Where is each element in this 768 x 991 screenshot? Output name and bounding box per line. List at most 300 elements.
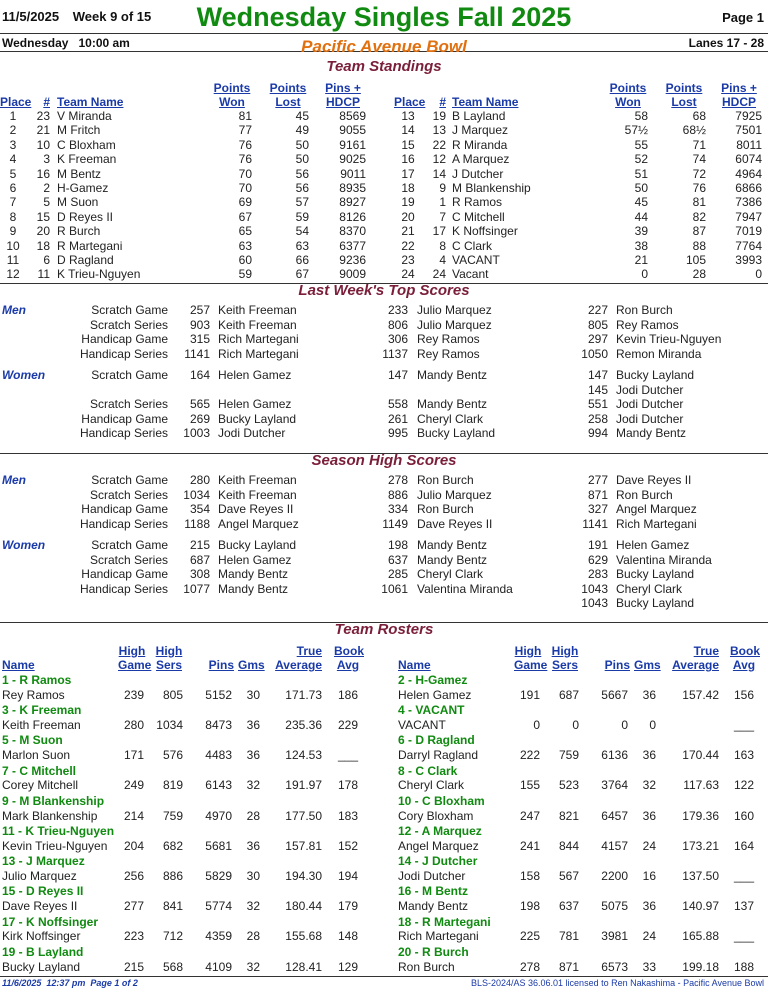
standing-points-won: 70 (238, 181, 252, 195)
standing-points-lost: 45 (295, 109, 309, 123)
standing-points-lost: 81 (692, 195, 706, 210)
standing-points-lost: 50 (295, 137, 309, 152)
score-2nd: 261 (387, 411, 408, 426)
standing-points-won: 67 (238, 209, 252, 224)
divider (0, 976, 768, 977)
bowler-1st: Dave Reyes II (218, 502, 294, 516)
roster-player-name: Cheryl Clark (398, 778, 465, 793)
standing-points-lost: 82 (692, 209, 706, 224)
roster-pins: 6136 (601, 748, 628, 763)
standing-place: 24 (401, 267, 415, 282)
header-high-series: High (551, 644, 579, 658)
bowler-3rd: Valentina Miranda (616, 552, 712, 567)
roster-player-name: Angel Marquez (398, 838, 479, 853)
standing-place: 22 (401, 238, 415, 253)
bowler-1st: Helen Gamez (218, 552, 292, 567)
standing-place: 4 (9, 152, 17, 167)
score-3rd: 1141 (582, 516, 608, 531)
bowler-1st: Keith Freeman (218, 473, 297, 487)
roster-player-name: Cory Bloxham (398, 808, 474, 823)
roster-high-series: 567 (558, 869, 579, 883)
roster-high-series: 637 (558, 899, 579, 914)
standing-pins-hdcp: 7501 (735, 123, 762, 138)
score-1st: 354 (189, 502, 210, 516)
standing-team-name: A Marquez (452, 152, 510, 167)
roster-pins: 4359 (205, 929, 232, 944)
standing-points-lost: 56 (295, 181, 309, 195)
bowler-3rd: Jodi Dutcher (616, 382, 684, 397)
lanes: Lanes 17 - 28 (688, 36, 764, 50)
standing-team-num: 10 (36, 137, 50, 152)
roster-true-average: 180.44 (285, 899, 322, 914)
roster-player-name: Mandy Bentz (398, 899, 469, 914)
score-3rd: 297 (587, 332, 608, 346)
standing-team-name: B Layland (452, 109, 506, 123)
header-points-won: Won (615, 95, 641, 109)
roster-true-average: 170.44 (682, 748, 719, 763)
standing-place: 13 (401, 109, 415, 123)
roster-true-average: 157.42 (682, 687, 719, 702)
roster-high-game: 158 (519, 869, 540, 883)
score-2nd: 306 (387, 332, 408, 346)
header-name: Name (398, 658, 431, 672)
standing-place: 6 (9, 181, 17, 195)
roster-pins: 5681 (205, 838, 232, 853)
standing-team-name: R Martegani (57, 238, 123, 253)
bowler-1st: Keith Freeman (218, 317, 297, 332)
standing-team-name: C Clark (452, 238, 493, 253)
header-book-average: Book (730, 644, 760, 658)
score-category: Handicap Game (81, 567, 168, 581)
standing-team-name: K Trieu-Nguyen (57, 267, 141, 282)
header-pins-hdcp: HDCP (721, 95, 756, 109)
bowler-1st: Rich Martegani (218, 332, 299, 346)
roster-team-header: 2 - H-Gamez (398, 673, 468, 687)
score-3rd: 805 (587, 317, 608, 332)
roster-book-average: ___ (733, 718, 754, 732)
standing-pins-hdcp: 8370 (339, 224, 366, 239)
roster-high-series: 0 (572, 718, 579, 732)
standing-place: 1 (9, 109, 17, 123)
roster-games: 28 (246, 808, 260, 823)
standing-points-won: 57½ (624, 123, 648, 138)
roster-book-average: ___ (733, 869, 754, 883)
footer-license: BLS-2024/AS 36.06.01 licensed to Ren Nakashima - Pacific Avenue Bowl (470, 978, 764, 988)
standing-pins-hdcp: 9009 (339, 267, 366, 282)
roster-team-header: 20 - R Burch (398, 944, 469, 959)
standing-team-num: 16 (36, 166, 50, 181)
standing-place: 15 (401, 137, 415, 152)
roster-player-name: Darryl Ragland (398, 748, 479, 763)
score-3rd: 283 (587, 567, 608, 581)
roster-book-average: 148 (337, 929, 358, 944)
roster-high-series: 712 (162, 929, 183, 944)
bowler-2nd: Dave Reyes II (417, 516, 493, 531)
standing-team-num: 4 (439, 253, 446, 267)
standing-pins-hdcp: 8935 (339, 181, 366, 195)
bowler-1st: Jodi Dutcher (218, 426, 286, 440)
standing-place: 8 (9, 209, 17, 224)
roster-player-name: Marlon Suon (2, 748, 71, 763)
bowler-2nd: Cheryl Clark (417, 411, 484, 426)
roster-high-game: 225 (519, 929, 540, 944)
header-games: Gms (238, 658, 265, 672)
season-high-title: Season High Scores (311, 452, 457, 469)
roster-games: 16 (642, 869, 656, 883)
score-2nd: 558 (387, 397, 408, 411)
score-2nd: 637 (387, 552, 408, 567)
header-points-lost: Lost (671, 95, 697, 109)
roster-player-name: Mark Blankenship (2, 808, 98, 823)
standing-place: 14 (401, 123, 415, 138)
standing-points-lost: 74 (692, 152, 706, 167)
standing-team-name: H-Gamez (57, 181, 109, 195)
score-category: Scratch Series (89, 317, 168, 332)
standing-team-name: J Marquez (452, 123, 509, 138)
score-category: Scratch Game (91, 538, 168, 552)
divider (0, 33, 768, 34)
header-high-game: Game (514, 658, 548, 672)
roster-true-average: 117.63 (683, 778, 719, 793)
score-3rd: 277 (587, 473, 608, 487)
roster-high-game: 0 (533, 718, 540, 732)
standing-pins-hdcp: 7925 (735, 109, 762, 123)
standing-team-num: 19 (432, 109, 446, 123)
standing-pins-hdcp: 6074 (735, 152, 762, 167)
score-3rd: 629 (587, 552, 608, 567)
header-points-lost: Points (269, 81, 307, 95)
roster-pins: 5829 (205, 869, 232, 883)
standing-team-num: 1 (439, 195, 446, 210)
header-points-lost: Lost (275, 95, 301, 109)
roster-book-average: 129 (337, 959, 358, 974)
standing-points-lost: 57 (295, 195, 309, 210)
roster-true-average: 124.53 (285, 748, 322, 763)
header-pins-hdcp: Pins + (721, 81, 757, 95)
standing-place: 2 (9, 123, 17, 138)
roster-pins: 6143 (205, 778, 232, 793)
roster-team-header: 5 - M Suon (2, 733, 63, 748)
standing-team-num: 2 (43, 181, 50, 195)
roster-high-series: 871 (558, 959, 579, 974)
day-time: Wednesday 10:00 am (2, 36, 130, 50)
roster-games: 36 (246, 838, 260, 853)
roster-high-game: 198 (519, 899, 540, 914)
standing-team-num: 17 (432, 224, 446, 239)
standing-points-won: 76 (238, 152, 252, 167)
roster-true-average: 177.50 (285, 808, 322, 823)
score-3rd: 1043 (581, 581, 608, 596)
bowler-3rd: Cheryl Clark (616, 581, 683, 596)
score-1st: 315 (189, 332, 210, 346)
roster-book-average: 164 (733, 838, 754, 853)
bowler-1st: Keith Freeman (218, 487, 297, 502)
roster-true-average: 199.18 (682, 959, 719, 974)
bowler-3rd: Bucky Layland (616, 596, 695, 610)
standing-points-lost: 68 (692, 109, 706, 123)
header-name: Name (2, 658, 35, 672)
standing-place: 17 (401, 166, 415, 181)
roster-team-header: 7 - C Mitchell (2, 763, 77, 778)
bowler-3rd: Mandy Bentz (616, 426, 687, 440)
standing-team-name: M Bentz (57, 166, 102, 181)
roster-pins: 4109 (205, 959, 232, 974)
venue-name: Pacific Avenue Bowl (301, 37, 467, 56)
score-3rd: 1050 (581, 346, 608, 361)
standing-points-won: 21 (634, 253, 648, 267)
standing-pins-hdcp: 8927 (339, 195, 366, 210)
standing-place: 19 (401, 195, 415, 210)
standing-points-won: 65 (238, 224, 252, 239)
standing-team-name: K Freeman (57, 152, 117, 167)
roster-high-series: 759 (162, 808, 183, 823)
standing-points-lost: 63 (295, 238, 309, 253)
roster-games: 36 (642, 899, 656, 914)
roster-true-average: 173.21 (682, 838, 719, 853)
standing-pins-hdcp: 6377 (339, 238, 366, 253)
score-1st: 687 (189, 552, 210, 567)
score-1st: 565 (189, 397, 210, 411)
header-games: Gms (634, 658, 661, 672)
standing-points-won: 52 (634, 152, 648, 167)
score-3rd: 551 (587, 397, 608, 411)
standing-points-won: 77 (238, 123, 252, 138)
roster-high-series: 886 (162, 869, 183, 883)
roster-true-average: 235.36 (285, 718, 322, 732)
group-label-men: Men (2, 473, 26, 487)
bowler-1st: Keith Freeman (218, 303, 297, 317)
bowler-2nd: Cheryl Clark (417, 567, 484, 581)
bowler-3rd: Jodi Dutcher (616, 397, 684, 411)
roster-high-series: 781 (558, 929, 579, 944)
roster-player-name: Rey Ramos (2, 687, 65, 702)
roster-high-game: 171 (123, 748, 144, 763)
standing-pins-hdcp: 9236 (339, 253, 366, 267)
standing-pins-hdcp: 9161 (339, 137, 366, 152)
roster-pins: 5075 (601, 899, 628, 914)
standing-points-lost: 66 (295, 253, 309, 267)
roster-high-series: 805 (162, 687, 183, 702)
roster-book-average: ___ (733, 929, 754, 944)
last-week-title: Last Week's Top Scores (298, 282, 470, 299)
score-2nd: 886 (387, 487, 408, 502)
score-category: Scratch Game (91, 473, 168, 487)
roster-book-average: 137 (733, 899, 754, 914)
standing-place: 12 (6, 267, 20, 282)
roster-games: 36 (246, 718, 260, 732)
bowler-1st: Mandy Bentz (218, 567, 289, 581)
roster-team-header: 18 - R Martegani (398, 914, 491, 929)
roster-high-series: 576 (162, 748, 183, 763)
score-1st: 308 (189, 567, 210, 581)
roster-player-name: Keith Freeman (2, 718, 81, 732)
roster-team-header: 6 - D Ragland (398, 733, 475, 748)
roster-games: 32 (642, 778, 656, 793)
standing-team-num: 13 (432, 123, 446, 138)
header-book-average: Avg (732, 658, 756, 672)
standing-points-won: 59 (238, 267, 252, 282)
score-category: Handicap Game (81, 411, 168, 426)
header-points-won: Points (213, 81, 251, 95)
roster-high-series: 841 (162, 899, 183, 914)
roster-high-game: 204 (123, 838, 144, 853)
standing-team-name: Vacant (452, 267, 489, 282)
standing-team-name: M Fritch (57, 123, 101, 138)
roster-team-header: 17 - K Noffsinger (2, 914, 99, 929)
roster-pins: 6573 (601, 959, 628, 974)
score-3rd: 147 (587, 368, 608, 382)
roster-high-series: 682 (162, 838, 183, 853)
league-title: Wednesday Singles Fall 2025 (196, 2, 572, 32)
roster-high-series: 523 (558, 778, 579, 793)
standing-points-won: 60 (238, 253, 252, 267)
standing-points-won: 69 (238, 195, 252, 210)
standing-points-lost: 105 (685, 253, 706, 267)
roster-high-game: 214 (123, 808, 144, 823)
score-category: Scratch Series (89, 397, 168, 411)
score-1st: 215 (189, 538, 210, 552)
roster-player-name: Rich Martegani (398, 929, 479, 944)
roster-high-game: 277 (123, 899, 144, 914)
standing-points-lost: 28 (692, 267, 706, 282)
roster-high-game: 241 (519, 838, 540, 853)
header-true-average: Average (672, 658, 719, 672)
roster-high-series: 821 (558, 808, 579, 823)
standing-team-num: 14 (432, 166, 446, 181)
roster-team-header: 11 - K Trieu-Nguyen (2, 824, 115, 838)
standing-team-name: D Ragland (57, 253, 114, 267)
score-3rd: 227 (587, 303, 608, 317)
score-2nd: 995 (387, 426, 408, 440)
roster-team-header: 10 - C Bloxham (398, 793, 485, 808)
score-2nd: 198 (387, 538, 408, 552)
bowler-1st: Mandy Bentz (218, 581, 289, 596)
header-pins: Pins (604, 658, 630, 672)
bowler-2nd: Ron Burch (417, 473, 474, 487)
bowler-2nd: Mandy Bentz (417, 368, 488, 382)
bowler-3rd: Remon Miranda (616, 346, 702, 361)
roster-true-average: 155.68 (285, 929, 322, 944)
roster-true-average: 165.88 (682, 929, 719, 944)
bowler-2nd: Bucky Layland (417, 426, 496, 440)
standing-team-num: 8 (439, 238, 446, 253)
standing-points-lost: 59 (295, 209, 309, 224)
standing-points-lost: 54 (295, 224, 309, 239)
header-book-average: Avg (336, 658, 360, 672)
bowler-3rd: Jodi Dutcher (616, 411, 684, 426)
standing-points-lost: 49 (295, 123, 309, 138)
roster-player-name: Helen Gamez (398, 687, 472, 702)
standing-pins-hdcp: 7764 (735, 238, 762, 253)
roster-high-game: 191 (519, 687, 540, 702)
header-place: Place (394, 95, 426, 109)
score-2nd: 1137 (382, 346, 408, 361)
roster-pins: 0 (621, 718, 628, 732)
standing-place: 9 (9, 224, 17, 239)
bowler-3rd: Rey Ramos (616, 317, 679, 332)
roster-pins: 4483 (205, 748, 232, 763)
bowler-1st: Helen Gamez (218, 397, 292, 411)
standing-points-won: 51 (634, 166, 648, 181)
standing-team-name: R Ramos (452, 195, 503, 210)
standing-team-num: 11 (37, 267, 50, 282)
standing-pins-hdcp: 9011 (340, 166, 366, 181)
roster-games: 36 (642, 748, 656, 763)
bowler-2nd: Mandy Bentz (417, 538, 488, 552)
roster-games: 36 (246, 748, 260, 763)
roster-pins: 5152 (205, 687, 232, 702)
page-number: Page 1 (722, 10, 764, 25)
standing-team-name: J Dutcher (452, 166, 504, 181)
bowler-1st: Angel Marquez (218, 516, 299, 531)
standing-place: 10 (6, 238, 20, 253)
score-category: Scratch Game (91, 303, 168, 317)
roster-book-average: 179 (337, 899, 358, 914)
roster-pins: 2200 (601, 869, 628, 883)
standing-team-num: 5 (43, 195, 50, 210)
standing-points-lost: 72 (692, 166, 706, 181)
score-1st: 1003 (183, 426, 210, 440)
bowler-3rd: Bucky Layland (616, 567, 695, 581)
standing-points-won: 0 (641, 267, 648, 282)
roster-team-header: 4 - VACANT (398, 703, 465, 718)
roster-player-name: VACANT (398, 718, 446, 732)
roster-team-header: 16 - M Bentz (398, 884, 469, 899)
standing-points-won: 44 (634, 209, 648, 224)
standing-team-num: 7 (439, 209, 446, 224)
score-category: Handicap Series (79, 426, 168, 440)
roster-pins: 3981 (601, 929, 628, 944)
roster-true-average: 128.41 (285, 959, 322, 974)
header-high-game: Game (118, 658, 152, 672)
header-num: # (439, 95, 446, 109)
standing-points-won: 76 (238, 137, 252, 152)
standing-points-won: 38 (634, 238, 648, 253)
roster-pins: 8473 (205, 718, 232, 732)
standing-pins-hdcp: 7947 (735, 209, 762, 224)
bowler-2nd: Mandy Bentz (417, 552, 488, 567)
standing-pins-hdcp: 3993 (735, 253, 762, 267)
roster-team-header: 3 - K Freeman (2, 703, 82, 718)
roster-high-game: 155 (519, 778, 540, 793)
roster-high-game: 247 (519, 808, 540, 823)
standing-points-lost: 67 (295, 267, 309, 282)
roster-high-series: 819 (162, 778, 183, 793)
roster-games: 36 (642, 687, 656, 702)
bowler-2nd: Ron Burch (417, 502, 474, 516)
header-pins-hdcp: HDCP (325, 95, 360, 109)
standing-team-num: 24 (432, 267, 446, 282)
standing-points-lost: 50 (295, 152, 309, 167)
roster-games: 24 (642, 929, 656, 944)
standing-team-name: V Miranda (57, 109, 112, 123)
roster-team-header: 13 - J Marquez (2, 854, 85, 869)
roster-true-average: 194.30 (285, 869, 322, 883)
report-date: 11/5/2025 (2, 9, 60, 24)
roster-team-header: 8 - C Clark (398, 763, 458, 778)
roster-book-average: 186 (337, 687, 358, 702)
standing-place: 11 (6, 253, 20, 267)
score-1st: 1141 (184, 346, 210, 361)
roster-player-name: Julio Marquez (2, 869, 77, 883)
bowler-2nd: Julio Marquez (417, 303, 492, 317)
roster-book-average: 160 (733, 808, 754, 823)
score-category: Handicap Series (79, 581, 168, 596)
roster-high-game: 239 (123, 687, 144, 702)
standings-title: Team Standings (326, 58, 442, 75)
standing-pins-hdcp: 7019 (735, 224, 762, 239)
roster-high-game: 215 (123, 959, 144, 974)
